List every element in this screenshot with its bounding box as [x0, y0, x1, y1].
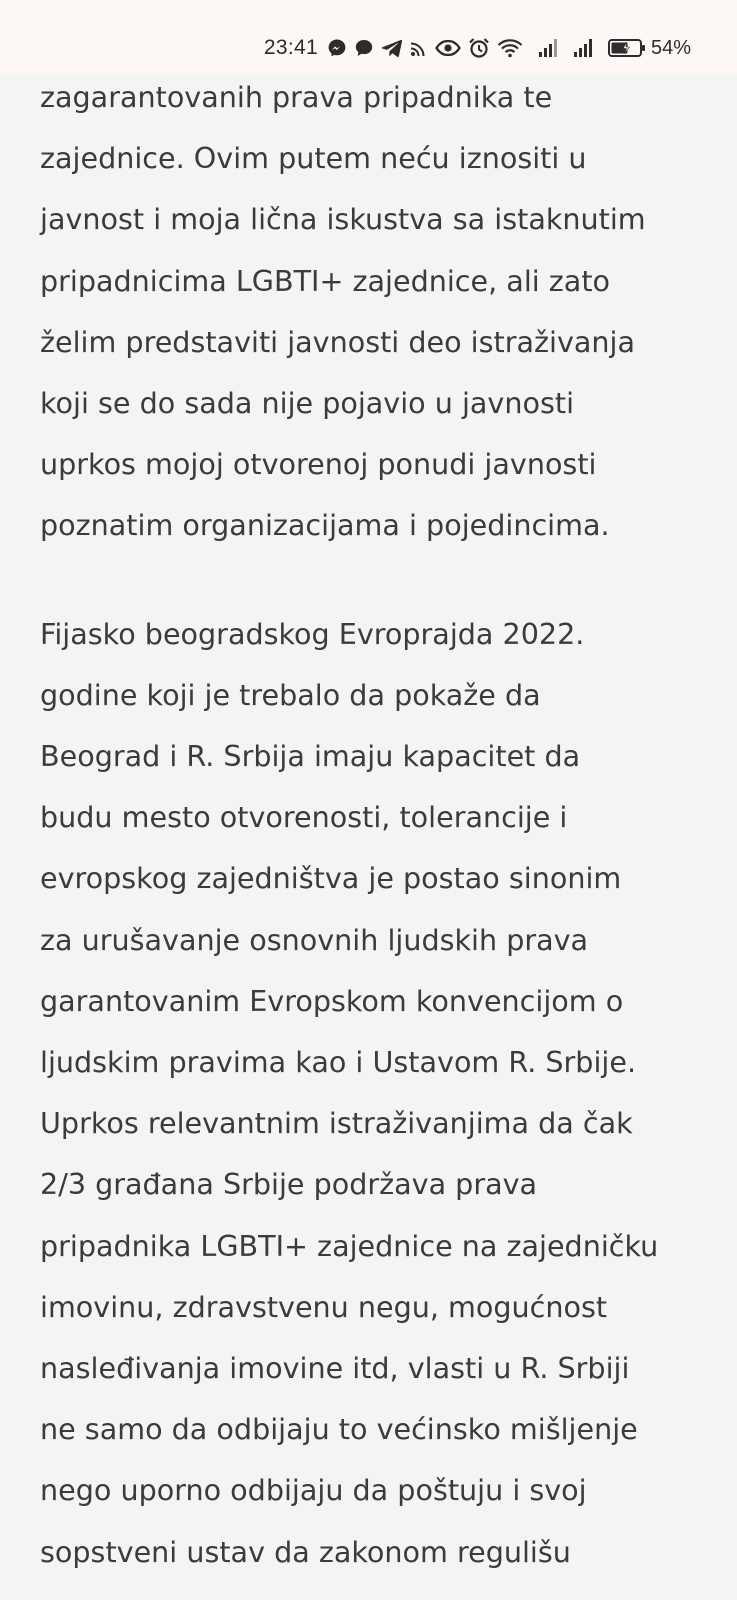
text-line: garantovanim Evropskom konvencijom o	[40, 983, 624, 1018]
status-bar	[0, 0, 737, 73]
text-line: nasleđivanja imovine itd, vlasti u R. Srbiji	[40, 1351, 630, 1386]
text-line: pripadnika LGBTI+ zajednice na zajedničku	[40, 1228, 659, 1263]
text-line: zajednice. Ovim putem neću iznositi u	[40, 141, 587, 176]
article-paragraph	[40, 67, 710, 557]
text-line: 2/3 građana Srbije podržava prava	[40, 1167, 538, 1202]
cast-icon	[410, 36, 428, 60]
text-line: sopstveni ustav da zakonom regulišu	[40, 1534, 571, 1569]
text-line: koji se do sada nije pojavio u javnosti	[40, 386, 575, 421]
text-line: godine koji je trebalo da pokaže da	[40, 677, 541, 712]
article-paragraph	[40, 604, 710, 1583]
eye-icon	[435, 36, 461, 60]
text-line: javnost i moja lična iskustva sa istaknutim	[40, 202, 646, 237]
status-icons	[264, 36, 691, 60]
text-line: Beograd i R. Srbija imaju kapacitet da	[40, 739, 581, 774]
signal-icon	[573, 36, 595, 60]
telegram-icon	[381, 36, 403, 60]
text-line: zagarantovanih prava pripadnika te	[40, 80, 553, 114]
text-line: budu mesto otvorenosti, tolerancije i	[40, 800, 568, 835]
battery-percent: 54%	[650, 37, 691, 59]
text-line: poznatim organizacijama i pojedincima.	[40, 508, 610, 543]
text-line: želim predstaviti javnosti deo istraživanja	[40, 324, 635, 359]
article-body	[40, 67, 710, 1583]
clock: 23:41	[263, 36, 318, 59]
text-line: uprkos mojoj otvorenoj ponudi javnosti	[40, 447, 597, 482]
text-line: ne samo da odbijaju to većinsko mišljenje	[40, 1412, 638, 1447]
text-line: nego uporno odbijaju da poštuju i svoj	[40, 1473, 587, 1508]
wifi-icon	[497, 36, 523, 60]
battery-icon	[608, 36, 646, 60]
text-line: ljudskim pravima kao i Ustavom R. Srbije.	[40, 1045, 637, 1080]
messenger-icon	[327, 36, 347, 60]
text-line: za urušavanje osnovnih ljudskih prava	[40, 922, 589, 957]
alarm-icon	[468, 36, 490, 60]
text-line: Uprkos relevantnim istraživanjima da čak	[40, 1106, 633, 1141]
text-line: imovinu, zdravstvenu negu, mogućnost	[40, 1289, 608, 1324]
text-line: pripadnicima LGBTI+ zajednice, ali zato	[40, 263, 611, 298]
text-line: Fijasko beogradskog Evroprajda 2022.	[40, 616, 585, 651]
text-line: evropskog zajedništva je postao sinonim	[40, 861, 622, 896]
signal-icon	[538, 36, 560, 60]
chat-bubble-icon	[354, 36, 374, 60]
